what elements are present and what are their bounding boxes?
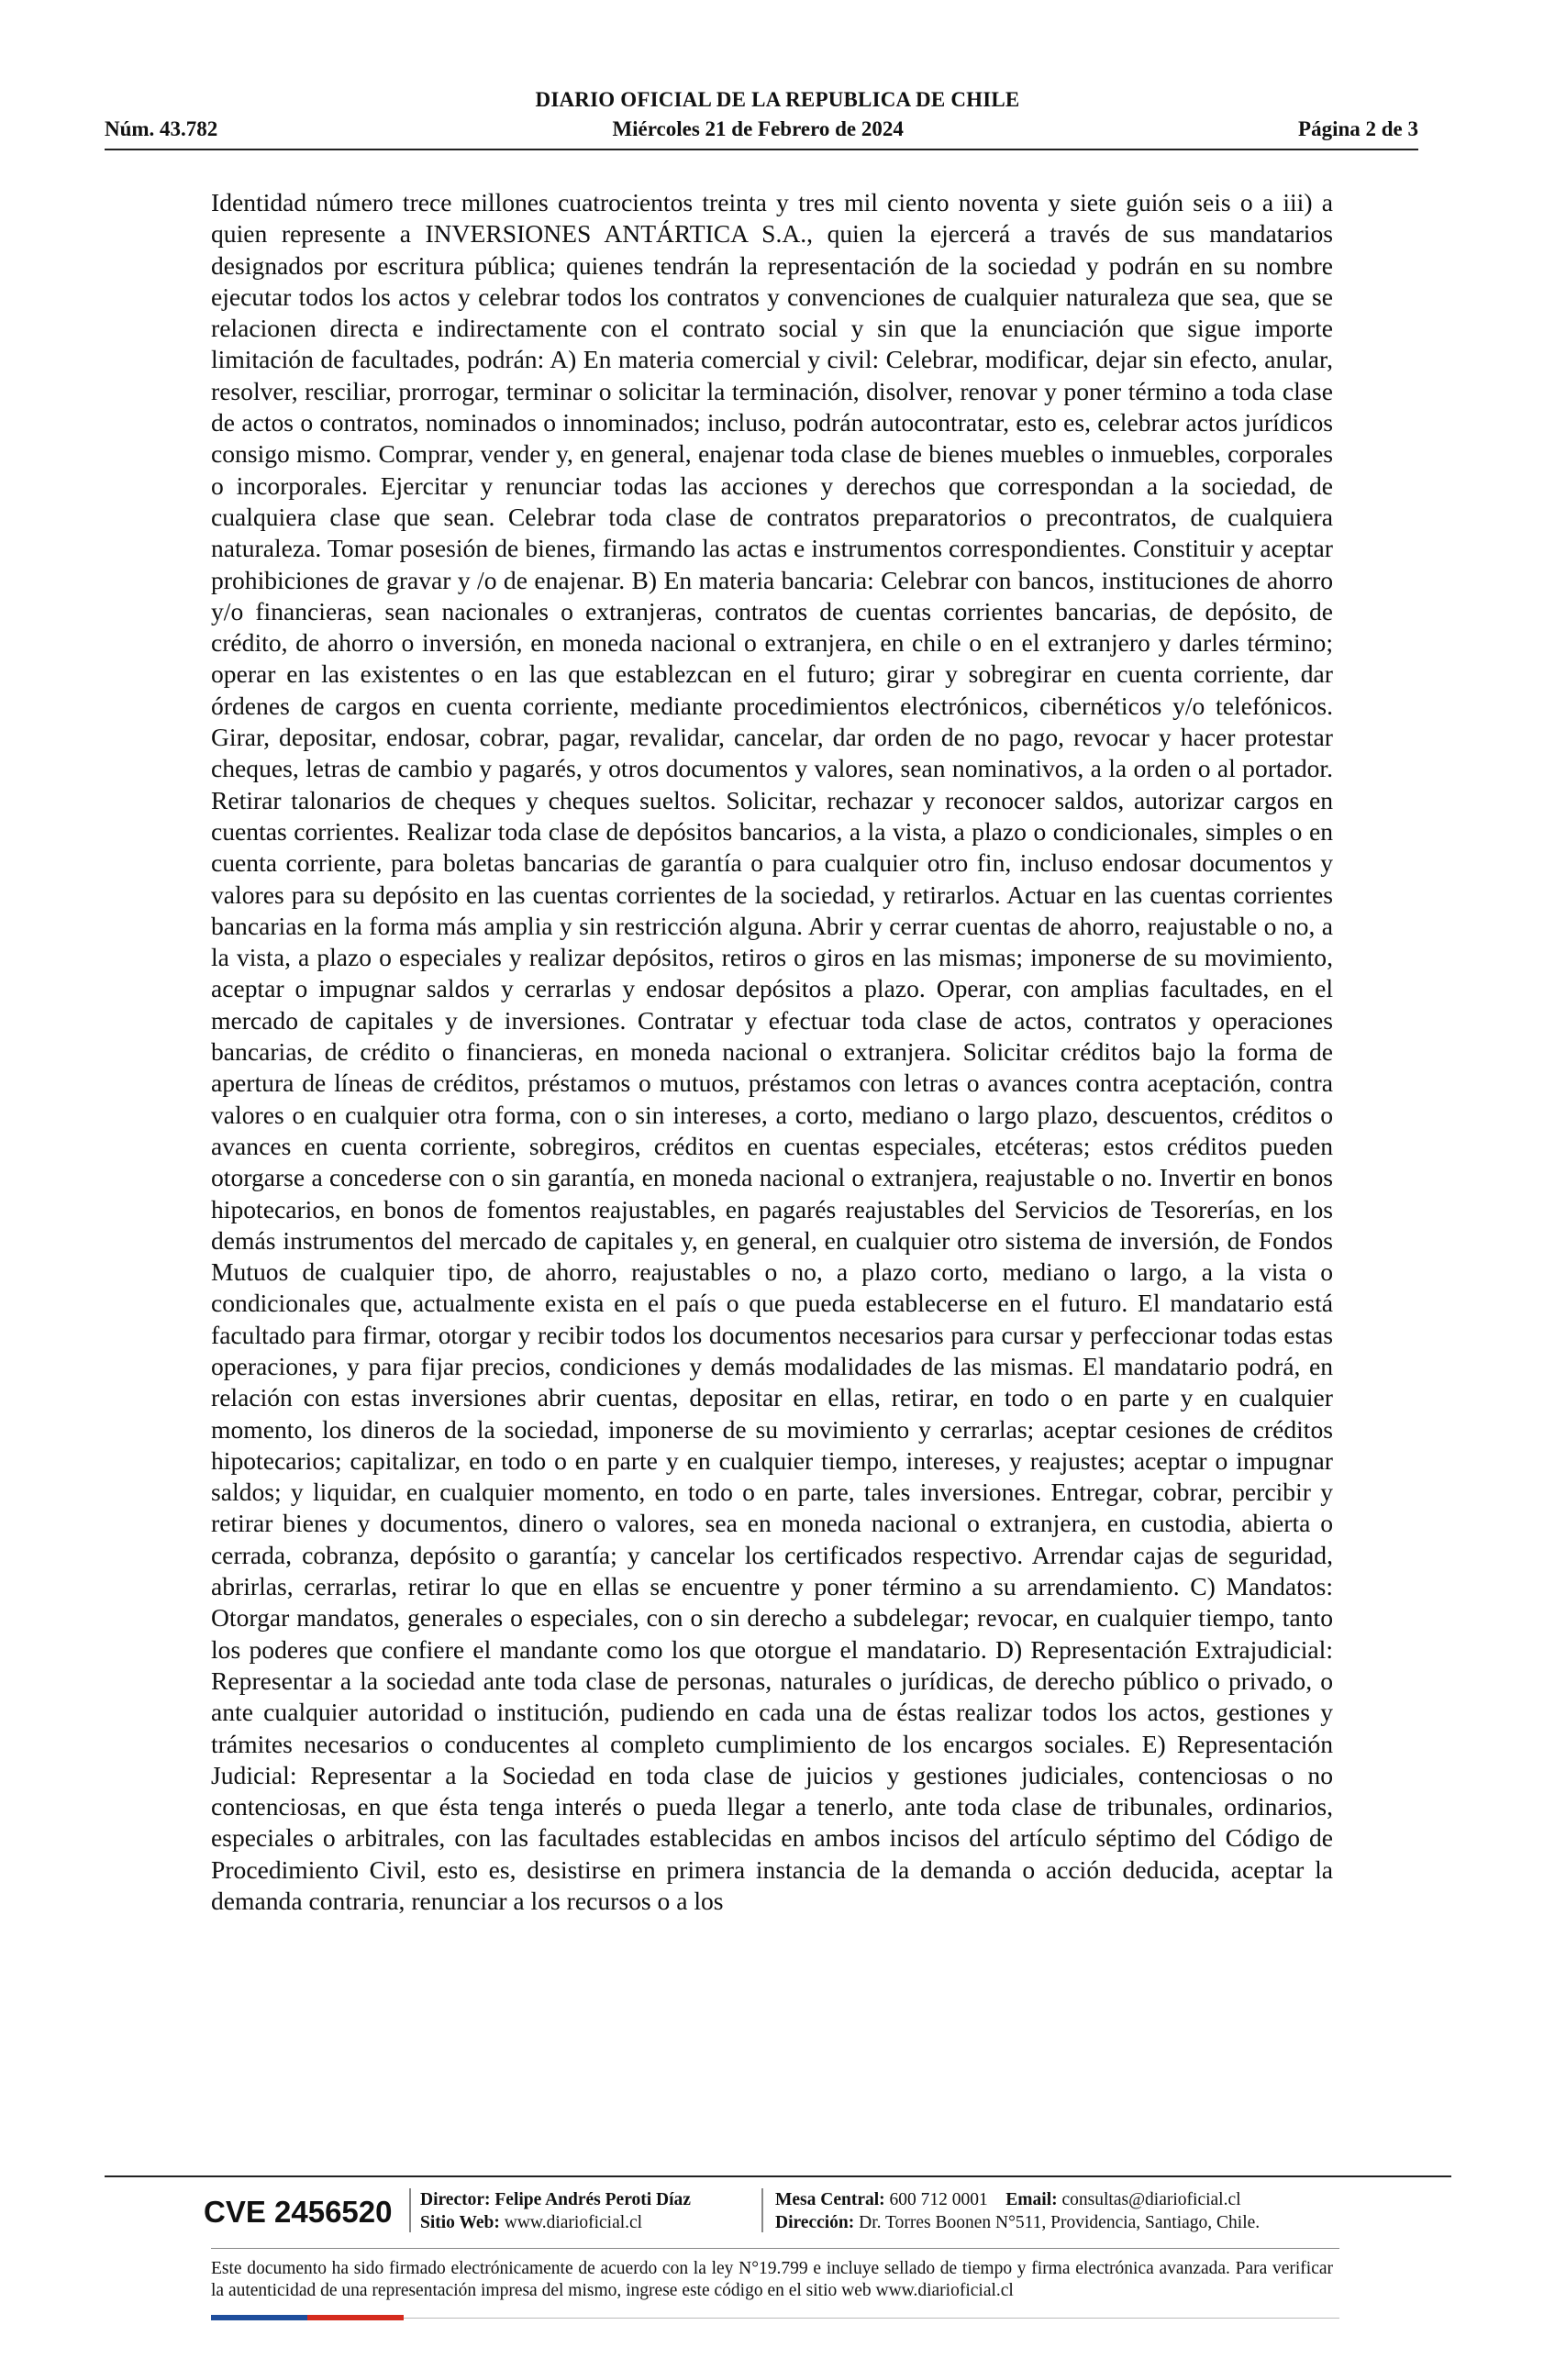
director-name: Felipe Andrés Peroti Díaz [494, 2190, 691, 2209]
address-label: Dirección: [775, 2213, 855, 2232]
header-divider [105, 149, 1418, 150]
director-label: Director: [420, 2190, 491, 2209]
contact-line [775, 2188, 1260, 2211]
flag-segment [307, 2315, 356, 2320]
director-line [420, 2188, 691, 2211]
footer-separator [761, 2188, 763, 2232]
footer-director-block [420, 2188, 691, 2234]
legal-divider [211, 2248, 1339, 2249]
cve-code: CVE 2456520 [204, 2195, 393, 2229]
website-link[interactable]: www.diarioficial.cl [504, 2213, 643, 2232]
phone-label: Mesa Central: [775, 2190, 885, 2209]
address-line [775, 2211, 1260, 2234]
document-body [211, 187, 1333, 1917]
newspaper-title: DIARIO OFICIAL DE LA REPUBLICA DE CHILE [535, 88, 1020, 111]
header-row [105, 117, 1418, 141]
footer-separator [409, 2188, 411, 2232]
email-link[interactable]: consultas@diarioficial.cl [1061, 2190, 1241, 2209]
flag-stripe [211, 2315, 404, 2320]
phone-number: 600 712 0001 [889, 2190, 988, 2209]
address-text: Dr. Torres Boonen N°511, Providencia, Santiago, Chile. [859, 2213, 1261, 2232]
flag-segment [356, 2315, 405, 2320]
email-label: Email: [1005, 2190, 1058, 2209]
footer-contact-block [775, 2188, 1260, 2234]
flag-segment [260, 2315, 308, 2320]
website-line [420, 2211, 691, 2234]
footer-divider [105, 2175, 1451, 2177]
website-label: Sitio Web: [420, 2213, 500, 2232]
issue-number: Núm. 43.782 [105, 117, 218, 140]
flag-segment [211, 2315, 260, 2320]
legal-notice: Este documento ha sido firmado electrónicamente de acuerdo con la ley N°19.799 e incluye sellado de tiempo y firma electrónica avanzada. Para verificar la autenticidad de una representación impresa del mismo, ingrese este código en el sitio web www.diarioficial.cl [211, 2259, 1333, 2300]
bottom-divider [404, 2318, 1339, 2319]
page-indicator: Página 2 de 3 [1298, 117, 1418, 140]
issue-date: Miércoles 21 de Febrero de 2024 [612, 117, 904, 140]
body-paragraph: Identidad número trece millones cuatrocientos treinta y tres mil ciento noventa y siete guión seis o a iii) a quien represente a INVERSIONES ANTÁRTICA S.A., quien la ejercerá a través de sus mandatarios designados por escritura pública; quienes tendrán la representación de la sociedad y podrán en su nombre ejecutar todos los actos y celebrar todos los contratos y convenciones de cualquier naturaleza que sea, que se relacionen directa e indirectamente con el contrato social y sin que la enunciación que sigue importe limitación de facultades, podrán: A) En materia comercial y civil: Celebrar, modificar, dejar sin efecto, anular, resolver, resciliar, prorrogar, terminar o solicitar la terminación, disolver, renovar y poner término a toda clase de actos o contratos, nominados o innominados; incluso, podrán autocontratar, esto es, celebrar actos jurídicos consigo mismo. Comprar, vender y, en general, enajenar toda clase de bienes muebles o inmuebles, corporales o incorporales. Ejercitar y renunciar todas las acciones y derechos que correspondan a la sociedad, de cualquiera clase que sean. Celebrar toda clase de contratos preparatorios o precontratos, de cualquiera naturaleza. Tomar posesión de bienes, firmando las actas e instrumentos correspondientes. Constituir y aceptar prohibiciones de gravar y /o de enajenar. B) En materia bancaria: Celebrar con bancos, instituciones de ahorro y/o financieras, sean nacionales o extranjeras, contratos de cuentas corrientes bancarias, de depósito, de crédito, de ahorro o inversión, en moneda nacional o extranjera, en chile o en el extranjero y darles término; operar en las existentes o en las que establezcan en el futuro; girar y sobregirar en cuenta corriente, dar órdenes de cargos en cuenta corriente, mediante procedimientos electrónicos, cibernéticos y/o telefónicos. Girar, depositar, endosar, cobrar, pagar, revalidar, cancelar, dar orden de no pago, revocar y hacer protestar cheques, letras de cambio y pagarés, y otros documentos y valores, sean nominativos, a la orden o al portador. Retirar talonarios de cheques y cheques sueltos. Solicitar, rechazar y reconocer saldos, autorizar cargos en cuentas corrientes. Realizar toda clase de depósitos bancarios, a la vista, a plazo o condicionales, simples o en cuenta corriente, para boletas bancarias de garantía o para cualquier otro fin, incluso endosar documentos y valores para su depósito en las cuentas corrientes de la sociedad, y retirarlos. Actuar en las cuentas corrientes bancarias en la forma más amplia y sin restricción alguna. Abrir y cerrar cuentas de ahorro, reajustable o no, a la vista, a plazo o especiales y realizar depósitos, retiros o giros en las mismas; imponerse de su movimiento, aceptar o impugnar saldos y cerrarlas y endosar depósitos a plazo. Operar, con amplias facultades, en el mercado de capitales y de inversiones. Contratar y efectuar toda clase de actos, contratos y operaciones bancarias, de crédito o financieras, en moneda nacional o extranjera. Solicitar créditos bajo la forma de apertura de líneas de créditos, préstamos o mutuos, préstamos con letras o avances contra aceptación, contra valores o en cualquier otra forma, con o sin intereses, a corto, mediano o largo plazo, descuentos, créditos o avances en cuenta corriente, sobregiros, créditos en cuentas especiales, etcéteras; estos créditos pueden otorgarse a concederse con o sin garantía, en moneda nacional o extranjera, reajustable o no. Invertir en bonos hipotecarios, en bonos de fomentos reajustables, en pagarés reajustables del Servicios de Tesorerías, en los demás instrumentos del mercado de capitales y, en general, en cualquier otro sistema de inversión, de Fondos Mutuos de cualquier tipo, de ahorro, reajustables o no, a plazo corto, mediano o largo, a la vista o condicionales que, actualmente exista en el país o que pueda establecerse en el futuro. El mandatario está facultado para firmar, otorgar y recibir todos los documentos necesarios para cursar y perfeccionar todas estas operaciones, y para fijar precios, condiciones y demás modalidades de las mismas. El mandatario podrá, en relación con estas inversiones abrir cuentas, depositar en ellas, retirar, en todo o en parte y en cualquier momento, los dineros de la sociedad, imponerse de su movimiento y cerrarlas; aceptar cesiones de créditos hipotecarios; capitalizar, en todo o en parte y en cualquier tiempo, intereses, y reajustes; aceptar o impugnar saldos; y liquidar, en cualquier momento, en todo o en parte, tales inversiones. Entregar, cobrar, percibir y retirar bienes y documentos, dinero o valores, sea en moneda nacional o extranjera, en custodia, abierta o cerrada, cobranza, depósito o garantía; y cancelar los certificados respectivo. Arrendar cajas de seguridad, abrirlas, cerrarlas, retirar lo que en ellas se encuentre y poner término a su arrendamiento. C) Mandatos: Otorgar mandatos, generales o especiales, con o sin derecho a subdelegar; revocar, en cualquier tiempo, tanto los poderes que confiere el mandante como los que otorgue el mandatario. D) Representación Extrajudicial: Representar a la sociedad ante toda clase de personas, naturales o jurídicas, de derecho público o privado, o ante cualquier autoridad o institución, pudiendo en cada una de éstas realizar todos los actos, gestiones y trámites necesarios o conducentes al completo cumplimiento de los encargos sociales. E) Representación Judicial: Representar a la Sociedad en toda clase de juicios y gestiones judiciales, contenciosas o no contenciosas, en que ésta tenga interés o pueda llegar a tenerlo, ante toda clase de tribunales, ordinarios, especiales o arbitrales, con las facultades establecidas en ambos incisos del artículo séptimo del Código de Procedimiento Civil, esto es, desistirse en primera instancia de la demanda o acción deducida, aceptar la demanda contraria, renunciar a los recursos o a los [211, 188, 1333, 1916]
